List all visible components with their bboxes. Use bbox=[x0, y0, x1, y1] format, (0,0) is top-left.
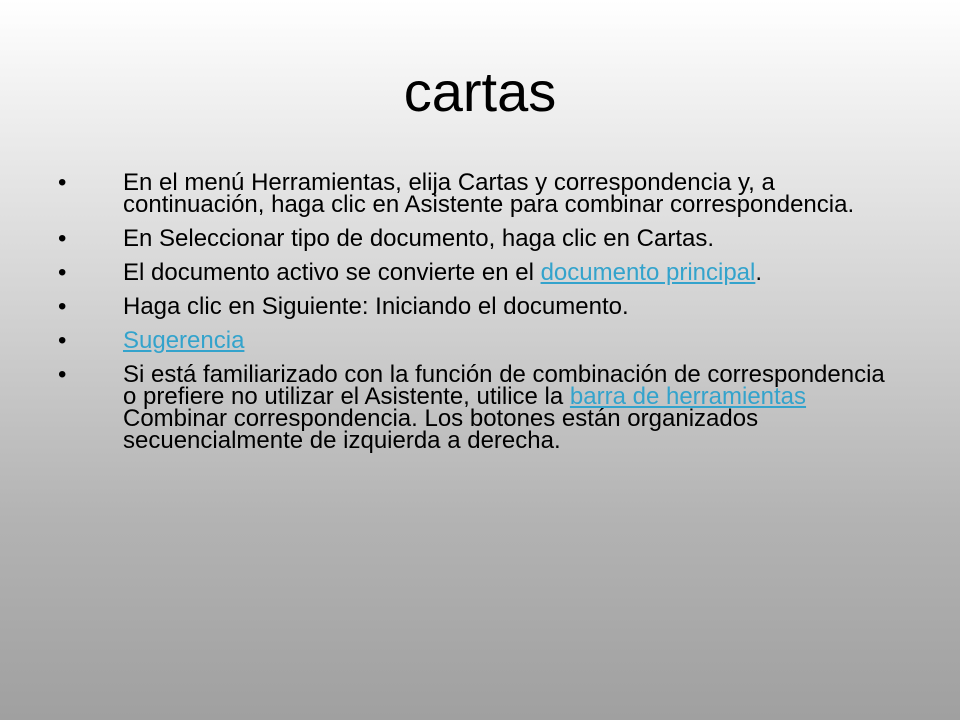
bullet-icon: • bbox=[58, 293, 67, 320]
bullet-item-documento-activo bbox=[58, 259, 898, 286]
bullet-text: Haga clic en Siguiente: Iniciando el documento. bbox=[123, 293, 629, 320]
bullet-text-end: Combinar correspondencia. Los botones están organizados secuencialmente de izquierda a derecha. bbox=[123, 405, 759, 454]
bullet-item-sugerencia bbox=[58, 327, 898, 354]
bullet-text: En el menú Herramientas, elija Cartas y correspondencia y, a continuación, haga clic en Asistente para combinar correspondencia. bbox=[123, 169, 855, 218]
bullet-icon: • bbox=[58, 169, 67, 196]
documento-principal-link[interactable]: documento principal bbox=[540, 259, 756, 286]
slide-title: cartas bbox=[403, 60, 557, 123]
bullet-icon: • bbox=[58, 327, 67, 354]
bullet-icon: • bbox=[58, 259, 67, 286]
bullet-item-seleccionar bbox=[58, 225, 898, 252]
barra-de-herramientas-link[interactable]: barra de herramientas bbox=[569, 383, 807, 410]
bullet-text-end: . bbox=[755, 259, 763, 286]
bullet-text: En Seleccionar tipo de documento, haga clic en Cartas. bbox=[123, 225, 715, 252]
bullet-item-siguiente bbox=[58, 293, 898, 320]
bullet-icon: • bbox=[58, 361, 67, 388]
bullet-list bbox=[58, 169, 898, 464]
bullet-item-herramientas bbox=[58, 169, 898, 218]
bullet-item-familiarizado bbox=[58, 361, 898, 454]
sugerencia-link[interactable]: Sugerencia bbox=[123, 327, 245, 354]
bullet-icon: • bbox=[58, 225, 67, 252]
bullet-text: Si está familiarizado con la función de combinación de correspondencia o prefiere no utilizar el Asistente, utilice la bbox=[123, 361, 885, 410]
bullet-text: El documento activo se convierte en el bbox=[123, 259, 541, 286]
